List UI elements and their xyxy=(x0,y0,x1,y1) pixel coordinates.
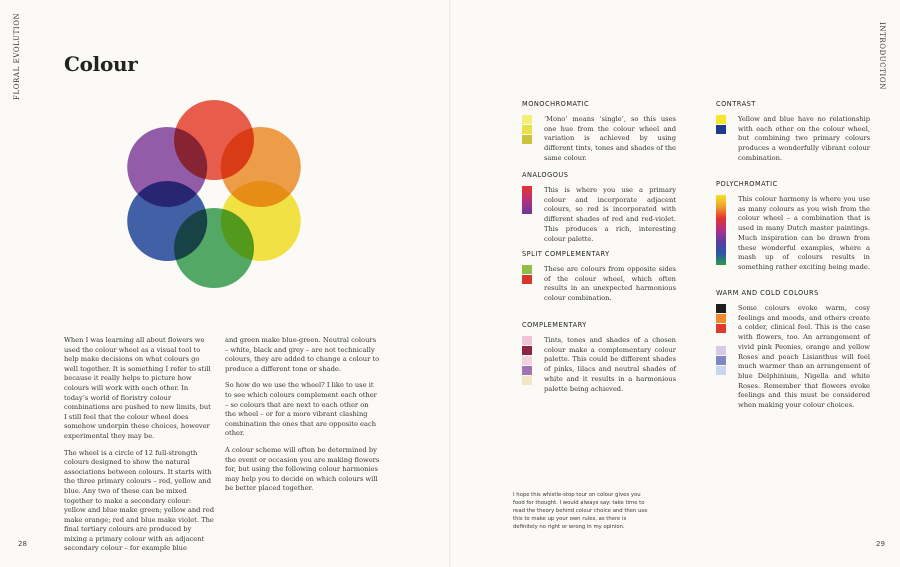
section-text: Some colours evoke warm, cosy feelings and moods, and others create a colder, clinical feel. This is the case with flowers, too. An arrangement of vivid pink Peonies, orange and yellow Roses and peach Lisianthus will feel much warmer than an arrangement of blue Delphinium, Nigella and white Roses. Remember that flowers evoke feelings and this must be considered when making your colour choices. xyxy=(738,304,870,410)
body-paragraph: When I was learning all about flowers we used the colour wheel as a visual tool to help make decisions on what colours go well together. It is something I refer to still because it really helps to picture how colours will work with each other. In today’s world of floristry colour combinations are pushed to new limits, but I still feel that the colour wheel does somehow underpin these choices, however experimental they may be. xyxy=(64,336,211,440)
colour-swatch xyxy=(522,275,532,284)
colour-swatch xyxy=(716,125,726,134)
wheel-circle xyxy=(127,127,207,207)
colour-swatch xyxy=(522,125,532,134)
body-column-1 xyxy=(64,336,214,561)
section-title: COMPLEMENTARY xyxy=(522,321,587,329)
colour-swatch xyxy=(716,346,726,355)
colour-swatch xyxy=(716,314,726,323)
running-head-right: INTRODUCTION xyxy=(878,22,886,90)
body-paragraph: and green make blue-green. Neutral colours – white, black and grey – are not technically colours, they are added to change a colour to produce a different tone or shade. xyxy=(225,336,380,373)
section-text: Yellow and blue have no relationship with each other on the colour wheel, but combining two primary colours produces a wonderfully vibrant colour combination. xyxy=(738,115,870,162)
colour-swatch xyxy=(522,356,532,365)
section-contrast xyxy=(716,100,870,164)
running-head-left: FLORAL EVOLUTION xyxy=(13,12,21,100)
colour-swatch xyxy=(522,135,532,144)
colour-swatch xyxy=(716,304,726,313)
colour-swatch xyxy=(716,115,726,124)
section-title: MONOCHROMATIC xyxy=(522,100,590,108)
section-polychromatic xyxy=(716,180,870,273)
colour-swatch xyxy=(716,366,726,375)
section-title: POLYCHROMATIC xyxy=(716,180,778,188)
colour-swatch xyxy=(522,265,532,274)
body-paragraph: A colour scheme will often be determined by the event or occasion you are making flowers for, but using the following colour harmonies may help you to decide on which colours will be better placed together. xyxy=(225,445,380,493)
book-gutter xyxy=(449,0,451,567)
section-analogous xyxy=(522,171,676,244)
colour-swatch xyxy=(716,324,726,333)
swatch-group xyxy=(522,336,544,394)
section-text: This is where you use a primary colour and incorporate adjacent colours, so red is incorporated with different shades of red and red-violet. This produces a rich, interesting colour palette. xyxy=(544,186,676,243)
section-monochromatic xyxy=(522,100,676,164)
colour-swatch xyxy=(716,356,726,365)
page-number-right: 29 xyxy=(876,540,885,548)
gradient-swatch xyxy=(716,195,726,265)
colour-swatch xyxy=(522,376,532,385)
swatch-group xyxy=(716,115,738,164)
body-paragraph: So how do we use the wheel? I like to use it to see which colours complement each other – so colours that are next to each other on the wheel – or for a more vibrant clashing combination the ones that are opposite each other. xyxy=(225,381,377,438)
section-title: ANALOGOUS xyxy=(522,171,569,179)
section-title: WARM AND COLD COLOURS xyxy=(716,289,819,297)
colour-swatch xyxy=(522,115,532,124)
swatch-group xyxy=(522,265,544,304)
body-column-2 xyxy=(225,336,381,501)
section-warm-and-cold xyxy=(716,289,870,411)
page-number-left: 28 xyxy=(18,540,27,548)
swatch-group xyxy=(522,115,544,164)
colour-swatch xyxy=(522,366,532,375)
section-text: ‘Mono’ means ‘single’, so this uses one hue from the colour wheel and variation is achieved by using different tints, tones and shades of the same colour. xyxy=(544,115,676,162)
closing-note: I hope this whistle-stop tour on colour gives you food for thought. I would always say: take time to read the theory behind colour choice and then use this to make up your own rules, as there is definitely no right or wrong in my opinion. xyxy=(513,492,648,530)
section-title: CONTRAST xyxy=(716,100,756,108)
colour-swatch xyxy=(522,346,532,355)
section-complementary xyxy=(522,321,676,394)
colour-wheel-illustration xyxy=(124,92,304,297)
section-title: SPLIT COMPLEMENTARY xyxy=(522,250,610,258)
colour-swatch xyxy=(522,336,532,345)
swatch-group xyxy=(716,304,738,411)
section-split-complementary xyxy=(522,250,676,304)
body-paragraph: The wheel is a circle of 12 full-strength colours designed to show the natural associations between colours. It starts with the three primary colours – red, yellow and blue. Any two of these can be mixed together to make a secondary colour: yellow and blue make green; yellow and red make orange; red and blue make violet. The final tertiary colours are produced by mixing a primary colour with an adjacent secondary colour – for example blue xyxy=(64,448,214,553)
page-title: Colour xyxy=(64,52,138,76)
section-text: This colour harmony is where you use as many colours as you wish from the colour wheel – a combination that is used in many Dutch master paintings. Much inspiration can be drawn from these wonderful examples, where a mash up of colours results in something rather exciting being made. xyxy=(738,195,870,271)
gradient-swatch xyxy=(522,186,532,214)
section-text: These are colours from opposite sides of the colour wheel, which often results in an unexpected harmonious colour combination. xyxy=(544,265,676,303)
section-text: Tints, tones and shades of a chosen colour make a complementary colour palette. This could be different shades of pinks, lilacs and neutral shades of white and it results in a harmonious palette being achieved. xyxy=(544,336,676,393)
